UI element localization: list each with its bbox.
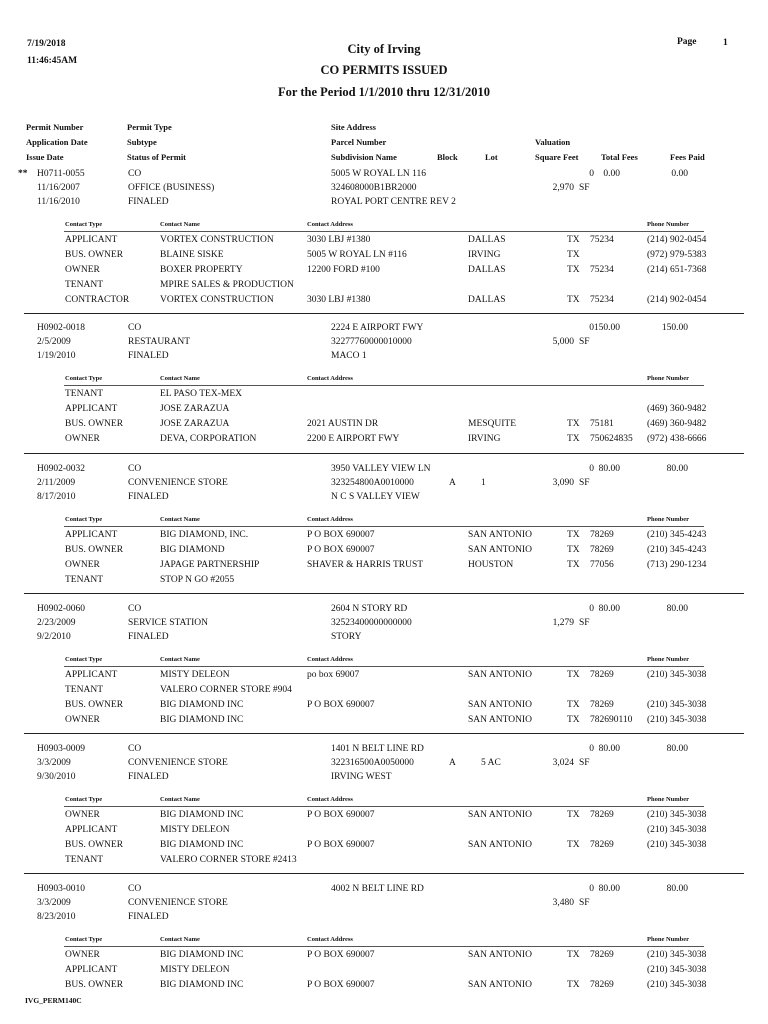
parcel-number: 324608000B1BR2000 [331,183,417,193]
square-feet-unit: SF [579,478,590,488]
col-fees-paid: Fees Paid [670,152,705,162]
contact-name: VORTEX CONSTRUCTION [160,235,274,245]
contact-state: TX [567,810,580,820]
contact-type-header: Contact Type [65,221,103,228]
permit-number: H0903-0009 [37,744,86,754]
total-fees: 0.00 [603,169,620,179]
contact-state: TX [567,295,580,305]
square-feet: 3,090 [552,478,574,488]
contact-type: TENANT [65,685,103,695]
contact-phone: (972) 438-6666 [647,434,707,444]
contact-address: P O BOX 690007 [307,530,375,540]
record-separator [24,733,744,734]
contact-zip: 750624835 [590,434,633,444]
contact-name-header: Contact Name [160,375,200,382]
contact-city: SAN ANTONIO [468,715,532,725]
fees-paid: 80.00 [666,884,688,894]
report-period: For the Period 1/1/2010 thru 12/31/2010 [278,85,490,99]
contact-type-header: Contact Type [65,656,103,663]
contact-name-header: Contact Name [160,516,200,523]
col-site-address: Site Address [331,122,376,132]
permit-type: CO [128,884,142,894]
contact-name-header: Contact Name [160,936,200,943]
contact-phone: (210) 345-3038 [647,700,707,710]
square-feet-unit: SF [579,898,590,908]
col-lot: Lot [485,152,498,162]
contact-name-header: Contact Name [160,796,200,803]
subdivision-name: N C S VALLEY VIEW [331,492,420,502]
record-separator [24,313,744,314]
contact-name: BOXER PROPERTY [160,265,243,275]
contact-type-header: Contact Type [65,796,103,803]
contact-name: BIG DIAMOND INC [160,715,244,725]
phone-number-header: Phone Number [647,796,690,803]
contact-type: BUS. OWNER [65,980,124,990]
contact-address: P O BOX 690007 [307,810,375,820]
square-feet: 2,970 [552,183,574,193]
footer-code: IVG_PERM140C [25,996,82,1005]
valuation: 0 [589,169,594,179]
report-subtitle: CO PERMITS ISSUED [320,63,448,77]
contact-type: BUS. OWNER [65,250,124,260]
permit-type: CO [128,744,142,754]
subdivision-name: STORY [331,632,362,642]
contact-name: BLAINE SISKE [160,250,224,260]
contact-state: TX [567,545,580,555]
contact-address: 12200 FORD #100 [307,265,380,275]
contact-state: TX [567,670,580,680]
valuation: 0 [589,464,594,474]
contact-type: OWNER [65,560,100,570]
contact-zip: 78269 [590,530,614,540]
square-feet: 1,279 [552,618,574,628]
fees-paid: 80.00 [666,604,688,614]
contact-address-header: Contact Address [307,221,353,228]
contact-zip: 77056 [590,560,614,570]
contact-name-header: Contact Name [160,656,200,663]
col-subdivision: Subdivision Name [331,152,397,162]
contact-name: BIG DIAMOND INC [160,810,244,820]
report-date: 7/19/2018 [27,39,66,49]
contact-name: JOSE ZARAZUA [160,404,230,414]
contact-zip: 75234 [590,265,614,275]
contact-state: TX [567,530,580,540]
contact-phone: (210) 345-3038 [647,950,707,960]
permit-number: H0902-0060 [37,604,86,614]
contact-divider [64,806,704,807]
application-date: 3/3/2009 [37,758,71,768]
phone-number-header: Phone Number [647,656,690,663]
col-total-fees: Total Fees [601,152,638,162]
contact-state: TX [567,980,580,990]
contact-type-header: Contact Type [65,936,103,943]
issue-date: 9/30/2010 [37,772,76,782]
col-status: Status of Permit [127,152,187,162]
contact-address: 2200 E AIRPORT FWY [307,434,400,444]
permit-status: FINALED [128,492,169,502]
contact-address: P O BOX 690007 [307,840,375,850]
contact-name: MISTY DELEON [160,825,230,835]
contact-name: DEVA, CORPORATION [160,434,257,444]
contact-phone: (210) 345-3038 [647,980,707,990]
contact-phone: (210) 345-4243 [647,545,707,555]
contact-type: APPLICANT [65,965,118,975]
record-separator [24,873,744,874]
block: A [449,478,456,488]
contact-name: STOP N GO #2055 [160,575,235,585]
lot: 1 [481,478,486,488]
permit-status: FINALED [128,351,169,361]
contact-address: po box 69007 [307,670,360,680]
application-date: 2/11/2009 [37,478,76,488]
contact-type: OWNER [65,715,100,725]
contact-type: BUS. OWNER [65,419,124,429]
contact-type: TENANT [65,280,103,290]
permit-number: H0902-0032 [37,464,86,474]
contact-address-header: Contact Address [307,796,353,803]
valuation: 0 [589,604,594,614]
contact-type: BUS. OWNER [65,840,124,850]
permit-number: H0902-0018 [37,323,86,333]
contact-name: JOSE ZARAZUA [160,419,230,429]
contact-type-header: Contact Type [65,375,103,382]
contact-type: TENANT [65,855,103,865]
contact-address-header: Contact Address [307,516,353,523]
contact-zip: 75181 [590,419,614,429]
contact-phone: (210) 345-3038 [647,670,707,680]
block: A [449,758,456,768]
contact-phone: (210) 345-3038 [647,965,707,975]
phone-number-header: Phone Number [647,375,690,382]
parcel-number: 322316500A0050000 [331,758,414,768]
application-date: 3/3/2009 [37,898,71,908]
parcel-number: 32523400000000000 [331,618,412,628]
site-address: 4002 N BELT LINE RD [331,884,424,894]
total-fees: 80.00 [598,884,620,894]
contact-divider [64,231,704,232]
permit-status: FINALED [128,632,169,642]
contact-type: APPLICANT [65,825,118,835]
contact-address-header: Contact Address [307,375,353,382]
permit-subtype: CONVENIENCE STORE [128,758,228,768]
contact-name-header: Contact Name [160,221,200,228]
contact-type: BUS. OWNER [65,700,124,710]
contact-divider [64,526,704,527]
contact-name: MISTY DELEON [160,670,230,680]
fees-paid: 80.00 [666,744,688,754]
col-subtype: Subtype [127,137,157,147]
contact-zip: 78269 [590,840,614,850]
application-date: 2/5/2009 [37,337,71,347]
contact-divider [64,385,704,386]
issue-date: 8/23/2010 [37,912,76,922]
contact-name: BIG DIAMOND INC [160,980,244,990]
total-fees: 80.00 [598,464,620,474]
site-address: 2224 E AIRPORT FWY [331,323,424,333]
col-block: Block [437,152,458,162]
contact-city: DALLAS [468,235,506,245]
square-feet-unit: SF [579,183,590,193]
contact-address: P O BOX 690007 [307,980,375,990]
contact-state: TX [567,235,580,245]
contact-phone: (469) 360-9482 [647,404,707,414]
page-label: Page [677,37,697,47]
col-application-date: Application Date [26,137,88,147]
valuation: 0 [589,744,594,754]
square-feet: 3,024 [552,758,574,768]
contact-type: CONTRACTOR [65,295,130,305]
total-fees: 150.00 [593,323,620,333]
contact-city: IRVING [468,250,501,260]
square-feet-unit: SF [579,758,590,768]
contact-zip: 78269 [590,545,614,555]
permit-subtype: RESTAURANT [128,337,191,347]
contact-zip: 78269 [590,950,614,960]
issue-date: 8/17/2010 [37,492,76,502]
issue-date: 11/16/2010 [37,197,80,207]
contact-state: TX [567,434,580,444]
contact-address: 2021 AUSTIN DR [307,419,379,429]
application-date: 2/23/2009 [37,618,76,628]
contact-state: TX [567,419,580,429]
permit-type: CO [128,464,142,474]
report-title: City of Irving [347,42,421,56]
contact-address-header: Contact Address [307,656,353,663]
contact-name: BIG DIAMOND INC [160,700,244,710]
phone-number-header: Phone Number [647,221,690,228]
contact-address: SHAVER & HARRIS TRUST [307,560,424,570]
lot: 5 AC [481,758,501,768]
col-square-feet: Square Feet [535,152,579,162]
contact-name: VALERO CORNER STORE #2413 [160,855,297,865]
permit-status: FINALED [128,772,169,782]
contact-city: IRVING [468,434,501,444]
contact-type: TENANT [65,389,103,399]
total-fees: 80.00 [598,604,620,614]
contact-phone: (713) 290-1234 [647,560,707,570]
contact-city: MESQUITE [468,419,517,429]
square-feet: 5,000 [552,337,574,347]
subdivision-name: IRVING WEST [331,772,392,782]
phone-number-header: Phone Number [647,516,690,523]
contact-name: MPIRE SALES & PRODUCTION [160,280,294,290]
record-marker: ** [18,169,28,179]
contact-name: BIG DIAMOND, INC. [160,530,249,540]
contact-type: OWNER [65,810,100,820]
contact-state: TX [567,840,580,850]
contact-type: APPLICANT [65,530,118,540]
contact-zip: 75234 [590,295,614,305]
record-separator [24,453,744,454]
contact-city: DALLAS [468,295,506,305]
phone-number-header: Phone Number [647,936,690,943]
col-issue-date: Issue Date [26,152,64,162]
contact-name: BIG DIAMOND [160,545,225,555]
contact-phone: (210) 345-3038 [647,715,707,725]
contact-phone: (210) 345-3038 [647,840,707,850]
permit-number: H0711-0055 [37,169,85,179]
contact-phone: (214) 902-0454 [647,295,707,305]
parcel-number: 323254800A0010000 [331,478,414,488]
contact-address-header: Contact Address [307,936,353,943]
contact-type: BUS. OWNER [65,545,124,555]
issue-date: 1/19/2010 [37,351,76,361]
contact-type: OWNER [65,265,100,275]
site-address: 3950 VALLEY VIEW LN [331,464,431,474]
site-address: 2604 N STORY RD [331,604,408,614]
contact-zip: 78269 [590,670,614,680]
contact-city: HOUSTON [468,560,514,570]
report-time: 11:46:45AM [27,56,78,66]
contact-phone: (210) 345-3038 [647,810,707,820]
contact-phone: (210) 345-4243 [647,530,707,540]
contact-state: TX [567,715,580,725]
contact-phone: (469) 360-9482 [647,419,707,429]
contact-city: SAN ANTONIO [468,950,532,960]
permit-subtype: CONVENIENCE STORE [128,478,228,488]
contact-address: 5005 W ROYAL LN #116 [307,250,407,260]
contact-name: JAPAGE PARTNERSHIP [160,560,260,570]
contact-city: SAN ANTONIO [468,670,532,680]
subdivision-name: MACO 1 [331,351,367,361]
contact-divider [64,946,704,947]
contact-state: TX [567,560,580,570]
col-permit-number: Permit Number [26,122,84,132]
square-feet-unit: SF [579,337,590,347]
record-separator [24,593,744,594]
contact-state: TX [567,700,580,710]
contact-name: BIG DIAMOND INC [160,840,244,850]
subdivision-name: ROYAL PORT CENTRE REV 2 [331,197,456,207]
contact-city: SAN ANTONIO [468,530,532,540]
permit-status: FINALED [128,197,169,207]
permit-type: CO [128,604,142,614]
permit-type: CO [128,169,142,179]
permit-number: H0903-0010 [37,884,86,894]
site-address: 1401 N BELT LINE RD [331,744,424,754]
contact-type: APPLICANT [65,670,118,680]
permit-status: FINALED [128,912,169,922]
permit-subtype: OFFICE (BUSINESS) [128,183,215,193]
issue-date: 9/2/2010 [37,632,71,642]
contact-address: 3030 LBJ #1380 [307,235,371,245]
contact-city: SAN ANTONIO [468,840,532,850]
valuation: 0 [589,884,594,894]
square-feet-unit: SF [579,618,590,628]
col-valuation: Valuation [535,137,571,147]
fees-paid: 150.00 [661,323,688,333]
contact-city: SAN ANTONIO [468,980,532,990]
contact-type: APPLICANT [65,235,118,245]
contact-city: SAN ANTONIO [468,545,532,555]
contact-address: 3030 LBJ #1380 [307,295,371,305]
contact-name: VORTEX CONSTRUCTION [160,295,274,305]
contact-type: TENANT [65,575,103,585]
site-address: 5005 W ROYAL LN 116 [331,169,426,179]
contact-name: VALERO CORNER STORE #904 [160,685,292,695]
contact-zip: 78269 [590,980,614,990]
contact-state: TX [567,950,580,960]
contact-zip: 78269 [590,810,614,820]
contact-type: OWNER [65,950,100,960]
col-permit-type: Permit Type [127,122,172,132]
contact-phone: (210) 345-3038 [647,825,707,835]
contact-city: SAN ANTONIO [468,700,532,710]
contact-type: APPLICANT [65,404,118,414]
contact-type: OWNER [65,434,100,444]
permit-subtype: CONVENIENCE STORE [128,898,228,908]
contact-address: P O BOX 690007 [307,700,375,710]
page-number: 1 [723,38,728,48]
contact-name: MISTY DELEON [160,965,230,975]
contact-city: DALLAS [468,265,506,275]
contact-name: BIG DIAMOND INC [160,950,244,960]
contact-zip: 782690110 [590,715,633,725]
contact-zip: 75234 [590,235,614,245]
permit-type: CO [128,323,142,333]
contact-city: SAN ANTONIO [468,810,532,820]
contact-state: TX [567,250,580,260]
contact-address: P O BOX 690007 [307,950,375,960]
parcel-number: 32277760000010000 [331,337,412,347]
total-fees: 80.00 [598,744,620,754]
square-feet: 3,480 [552,898,574,908]
permit-subtype: SERVICE STATION [128,618,209,628]
col-parcel-number: Parcel Number [331,137,387,147]
fees-paid: 0.00 [671,169,688,179]
contact-name: EL PASO TEX-MEX [160,389,242,399]
contact-zip: 78269 [590,700,614,710]
valuation: 0 [589,323,594,333]
contact-phone: (972) 979-5383 [647,250,707,260]
contact-phone: (214) 902-0454 [647,235,707,245]
contact-divider [64,666,704,667]
contact-address: P O BOX 690007 [307,545,375,555]
contact-state: TX [567,265,580,275]
application-date: 11/16/2007 [37,183,80,193]
fees-paid: 80.00 [666,464,688,474]
contact-type-header: Contact Type [65,516,103,523]
contact-phone: (214) 651-7368 [647,265,707,275]
